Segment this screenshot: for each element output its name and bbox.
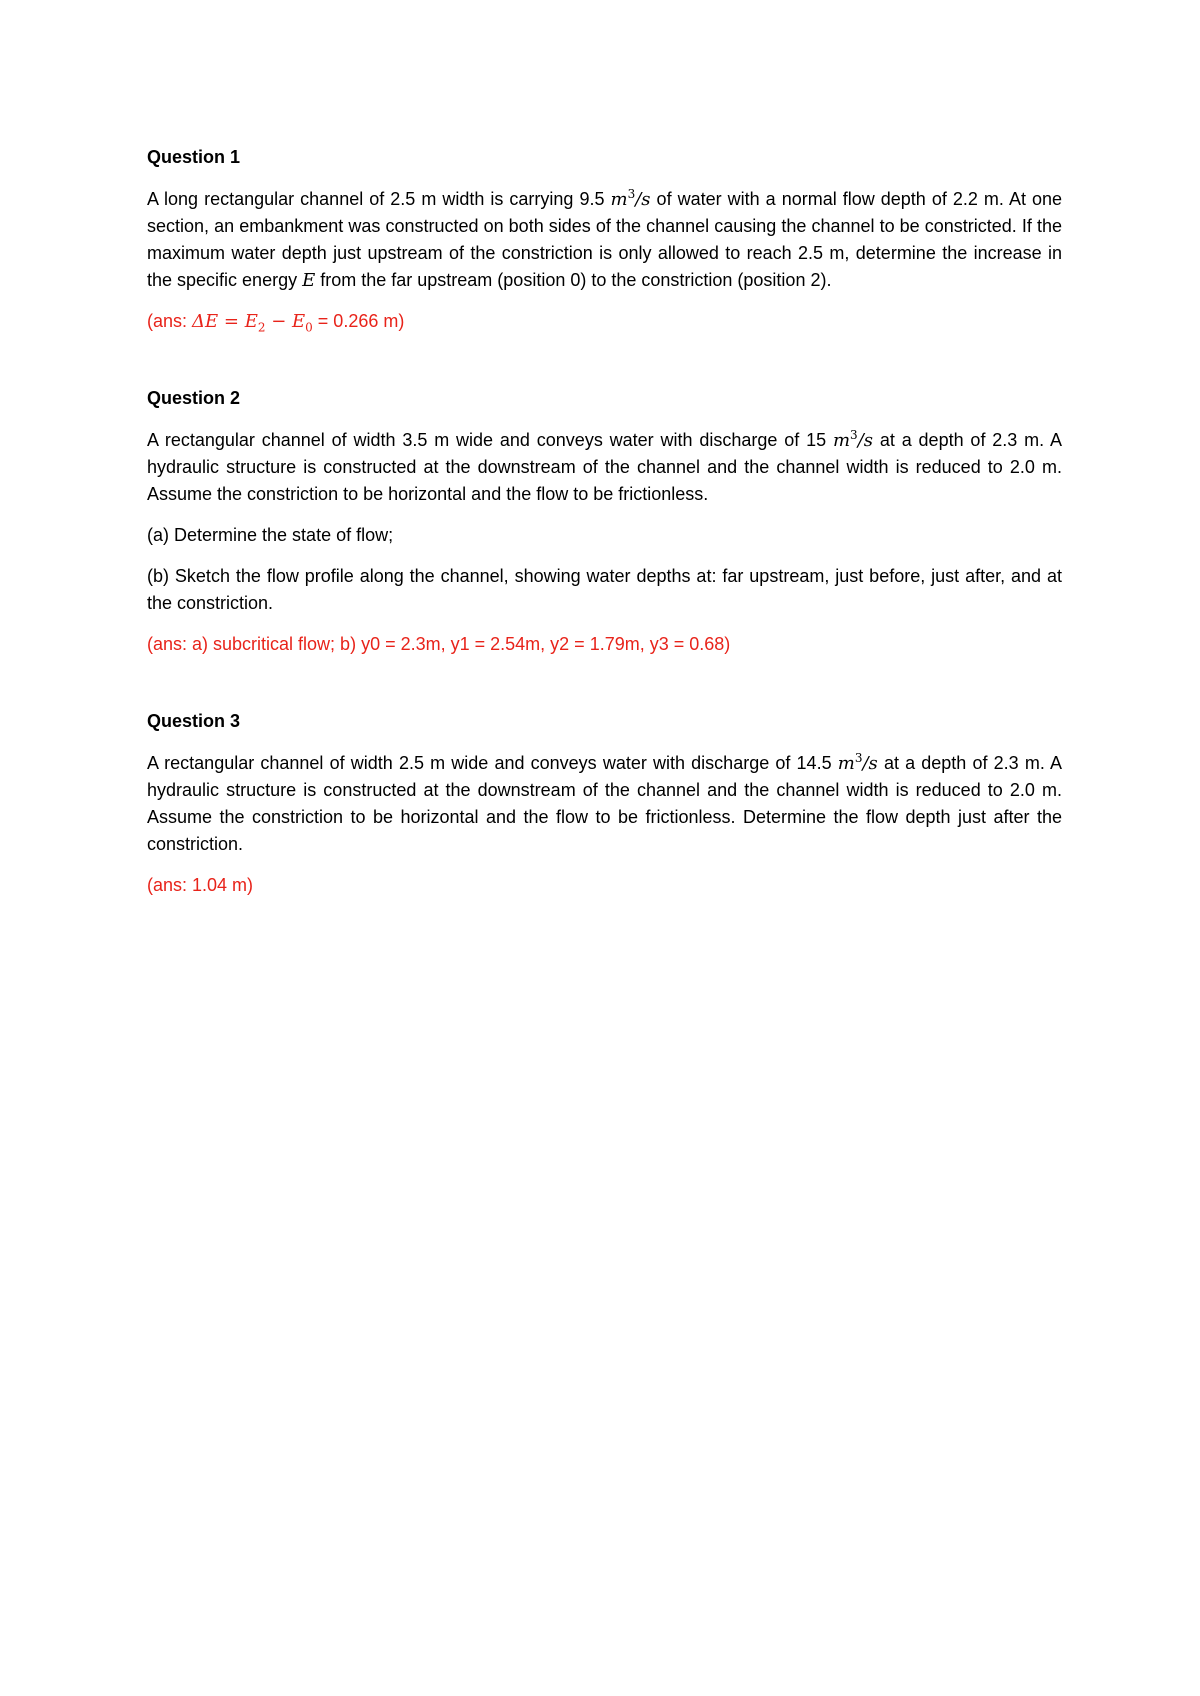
answer-1-minus: −	[265, 311, 293, 332]
question-3	[147, 710, 1062, 899]
question-2	[147, 387, 1062, 658]
question-2-unit-exp: 3	[850, 428, 858, 442]
answer-1-e2-sub: 2	[257, 320, 266, 335]
question-3-title: Question 3	[147, 711, 241, 731]
answer-1-e2: E	[244, 311, 258, 332]
question-1-text-part3: from the far upstream (position 0) to the constriction (position 2).	[315, 270, 832, 290]
question-2-item-b: (b) Sketch the flow profile along the channel, showing water depths at: far upstream, just before, just after, and at the constriction.	[147, 566, 1062, 613]
question-1-var-e: E	[302, 270, 316, 291]
question-3-body	[147, 750, 1062, 858]
answer-1-e0-sub: 0	[305, 320, 313, 335]
answer-1-value: = 0.266 m)	[312, 311, 405, 331]
question-1-text-part1: A long rectangular channel of 2.5 m width is carrying 9.5	[147, 189, 611, 209]
question-2-unit-s: /s	[857, 430, 873, 451]
question-1-unit-exp: 3	[627, 187, 636, 201]
question-2-unit-m: m	[832, 430, 851, 451]
question-1-unit-s: /s	[635, 189, 651, 210]
question-3-unit-s: /s	[862, 753, 878, 774]
answer-1-prefix: (ans:	[147, 311, 193, 331]
question-1-answer	[147, 308, 1062, 335]
question-1-unit-m: m	[610, 189, 628, 210]
question-2-text-part1: A rectangular channel of width 3.5 m wide and conveys water with discharge of 15	[147, 430, 833, 450]
document-content	[147, 146, 1062, 949]
question-3-text-part2: at a depth of 2.3 m. A hydraulic structure is constructed at the downstream of the channel and the channel width is reduced to 2.0 m. Assume the constriction to be horizontal and the flow to be frictionless. Determine the flow depth just after the constriction.	[147, 753, 1062, 854]
question-3-unit-m: m	[837, 753, 855, 774]
question-3-text-part1: A rectangular channel of width 2.5 m wide and conveys water with discharge of 14.5	[147, 753, 838, 773]
answer-1-equals: =	[218, 311, 245, 332]
question-2-body	[147, 427, 1062, 508]
answer-1-e0: E	[292, 311, 306, 332]
answer-1-delta-e: ΔE	[192, 311, 219, 332]
question-2-item-a: (a) Determine the state of flow;	[147, 525, 394, 545]
question-1-text-part2: of water with a normal flow depth of 2.2 m. At one section, an embankment was constructed on both sides of the channel causing the channel to be constricted. If the maximum water depth just upstream of the constriction is only allowed to reach 2.5 m, determine the increase in the specific energy	[147, 189, 1063, 290]
question-2-title: Question 2	[147, 388, 241, 408]
question-1-title: Question 1	[147, 147, 241, 167]
question-1-body	[147, 186, 1062, 294]
question-2-text-part2: at a depth of 2.3 m. A hydraulic structure is constructed at the downstream of the channel and the channel width is reduced to 2.0 m. Assume the constriction to be horizontal and the flow to be frictionless.	[147, 430, 1062, 504]
question-1	[147, 146, 1062, 335]
question-3-unit-exp: 3	[854, 751, 863, 765]
question-2-answer: (ans: a) subcritical flow; b) y0 = 2.3m, y1 = 2.54m, y2 = 1.79m, y3 = 0.68)	[147, 634, 731, 654]
question-3-answer: (ans: 1.04 m)	[147, 875, 254, 895]
